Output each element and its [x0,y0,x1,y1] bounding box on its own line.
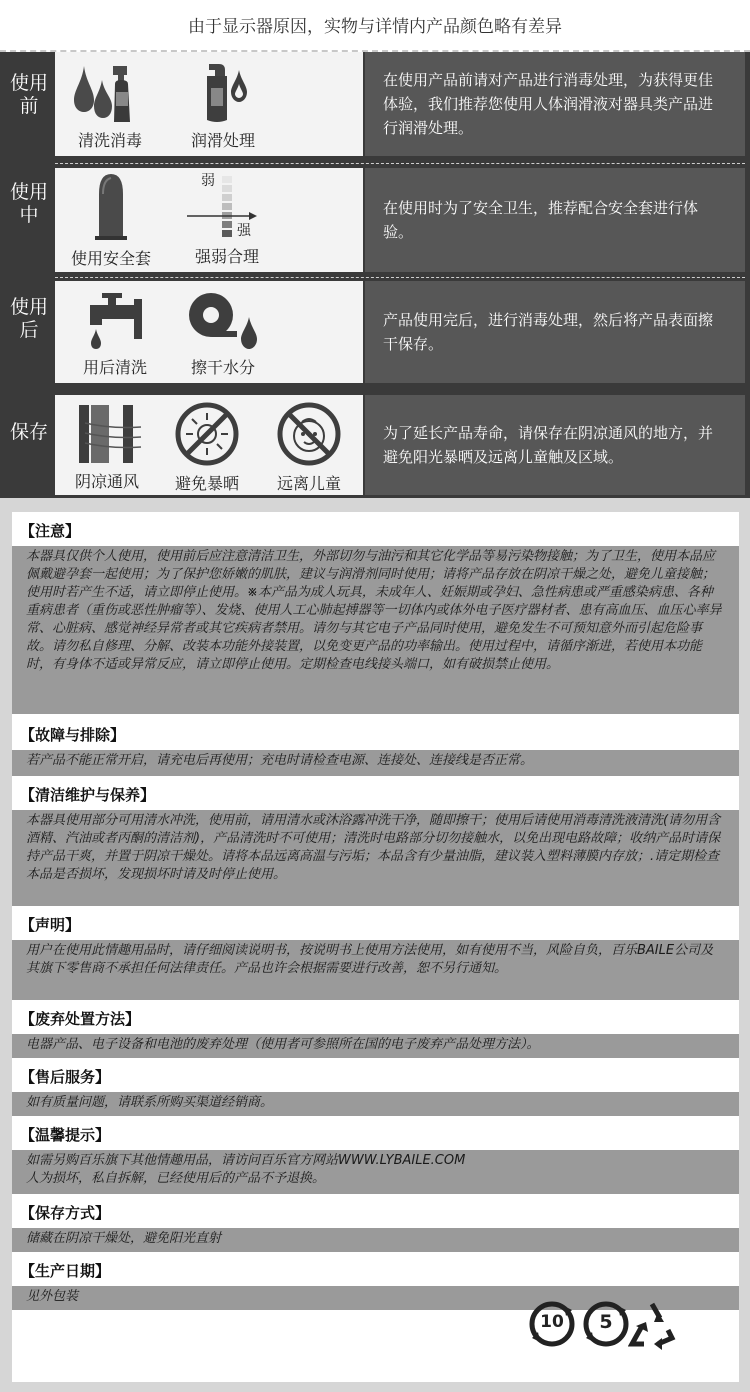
icon-caption-clean: 清洗消毒 [77,131,142,150]
icon-caption-dry: 擦干水分 [190,358,255,377]
usage-row-before [0,52,750,156]
note-title-after-sales: 【售后服务】 [20,1068,111,1086]
note-body-after-sales: 如有质量问题，请联系所购买渠道经销商。 [12,1092,739,1116]
icon-caption-no-child: 远离儿童 [276,474,341,493]
icon-cell-intensity [177,168,277,267]
note-body-storage: 储藏在阴凉干燥处，避免阳光直射 [12,1228,739,1252]
desc-panel-before: 在使用产品前请对产品进行消毒处理，为获得更佳体验，我们推荐您使用人体润滑液对器具类产品进行润滑处理。 [365,52,745,156]
lube-bottle-icon [193,62,253,124]
stage-label-during: 使用中 [9,181,48,226]
desc-panel-during: 在使用时为了安全卫生，推荐配合安全套进行体验。 [365,168,745,272]
usage-row-after [0,281,750,383]
icon-panel-during [55,168,363,272]
icon-cell-lube [173,62,273,151]
note-title-production-date: 【生产日期】 [20,1262,111,1280]
usage-row-storage [0,395,750,495]
notes-section [0,498,750,1392]
note-title-storage: 【保存方式】 [20,1204,111,1222]
note-body-caution: 本器具仅供个人使用，使用前后应注意清洁卫生，外部切勿与油污和其它化学品等易污染物接触；为了卫生，使用本品应佩戴避孕套一起使用；为了保护您娇嫩的肌肤，建议与润滑剂同时使用；请将产品存放在阴凉干燥之处，避免儿童接触；使用时若产生不适，请立即停止使用。※本产品为成人玩具，未成年人、妊娠期或孕妇、急性病患或严重感染病患、各种重病患者（重伤或恶性肿瘤等）、发烧、使用人工心肺起搏器等一切体内或体外电子医疗器材者、患有高血压、血压心率异常、心脏病、感觉神经异常者或其它疾病者禁用。请勿与其它电子产品同时使用，避免发生不可预知意外而引起危险事故。请勿私自修理、分解、改装本功能外接装置，以免变更产品的功率输出。使用过程中，请循序渐进，若使用本功能时，有身体不适或异常反应，请立即停止使用。定期检查电线接头端口，如有破损禁止使用。 [12,546,739,714]
note-body-cleaning: 本器具使用部分可用清水冲洗，使用前，请用清水或沐浴露冲洗干净，随即擦干；使用后请使用消毒清洗液清洗(请勿用含酒精、汽油或者丙酮的清洁剂)，产品清洗时不可使用；清洗时电路部分切勿接触水，以免出现电路故障；收纳产品时请保持产品干爽，并置于阴凉干燥处。请将本品远离高温与污垢；本品含有少量油脂，建议装入塑料薄膜内存放；.请定期检查本品是否损坏，发现损坏时请及时停止使用。 [12,810,739,906]
note-title-cleaning: 【清洁维护与保养】 [20,786,156,804]
recycle-triangle-icon [628,1300,676,1354]
icon-panel-after [55,281,363,383]
usage-row-during [0,168,750,272]
icon-cell-no-sun [159,401,255,494]
note-title-tips: 【温馨提示】 [20,1126,111,1144]
row-divider [55,163,745,164]
intensity-weak-label: 弱 [201,173,215,189]
stage-label-after: 使用后 [9,296,48,341]
eco-badge-5-text: 5 [599,1311,613,1333]
icon-caption-no-sun: 避免暴晒 [174,474,239,493]
icon-cell-condom [55,170,167,269]
icon-cell-dry [173,291,273,378]
note-title-disposal: 【废弃处置方法】 [20,1010,141,1028]
icon-cell-no-child [259,401,359,494]
shade-icon [71,403,143,465]
no-child-icon [276,401,342,467]
note-body-disposal: 电器产品、电子设备和电池的废弃处理（使用者可参照所在国的电子废弃产品处理方法）。 [12,1034,739,1058]
eco-badge-10-text: 10 [540,1312,564,1332]
note-title-caution: 【注意】 [20,522,81,540]
stage-label-storage: 保存 [9,421,48,443]
no-sun-icon [174,401,240,467]
icon-caption-condom: 使用安全套 [70,249,151,268]
note-body-production-date: 见外包装 [12,1286,739,1310]
desc-panel-after: 产品使用完后，进行消毒处理，然后将产品表面擦干保存。 [365,281,745,383]
drops-spray-icon [72,62,148,124]
eco-use-period-5-icon [582,1300,630,1352]
note-title-statement: 【声明】 [20,916,81,934]
icon-caption-shade: 阴凉通风 [74,472,139,491]
note-title-troubleshooting: 【故障与排除】 [20,726,126,744]
icon-caption-intensity: 强弱合理 [194,247,259,266]
notes-card [12,512,739,1382]
condom-icon [81,170,141,242]
note-body-tips: 如需另购百乐旗下其他情趣用品，请访问百乐官方网站WWW.LYBAILE.COM 人为损坏，私自拆解，已经使用后的产品不予退换。 [12,1150,739,1194]
icon-panel-storage [55,395,363,495]
eco-use-period-10-icon [528,1300,576,1352]
intensity-strong-label: 强 [237,223,251,239]
icon-cell-clean [60,62,160,151]
desc-panel-storage: 为了延长产品寿命，请保存在阴凉通风的地方，并避免阳光暴晒及远离儿童触及区域。 [365,395,745,495]
icon-cell-rinse [65,291,165,378]
usage-guide [0,52,750,498]
icon-caption-lube: 润滑处理 [190,131,255,150]
icon-caption-rinse: 用后清洗 [82,358,147,377]
note-body-troubleshooting: 若产品不能正常开启，请充电后再使用；充电时请检查电源、连接处、连接线是否正常。 [12,750,739,776]
icon-cell-shade [59,403,155,492]
icon-panel-before [55,52,363,156]
color-disclaimer-text: 由于显示器原因，实物与详情内产品颜色略有差异 [188,17,562,37]
color-disclaimer-banner [0,0,750,52]
note-body-statement: 用户在使用此情趣用品时，请仔细阅读说明书，按说明书上使用方法使用，如有使用不当，风险自负，百乐BAILE公司及其旗下零售商不承担任何法律责任。产品也许会根据需要进行改善，恕不另行通知。 [12,940,739,1000]
faucet-icon [82,291,148,351]
towel-roll-icon [185,291,261,351]
row-divider [55,277,745,278]
stage-label-before: 使用前 [9,72,48,117]
intensity-scale-icon [177,168,277,244]
